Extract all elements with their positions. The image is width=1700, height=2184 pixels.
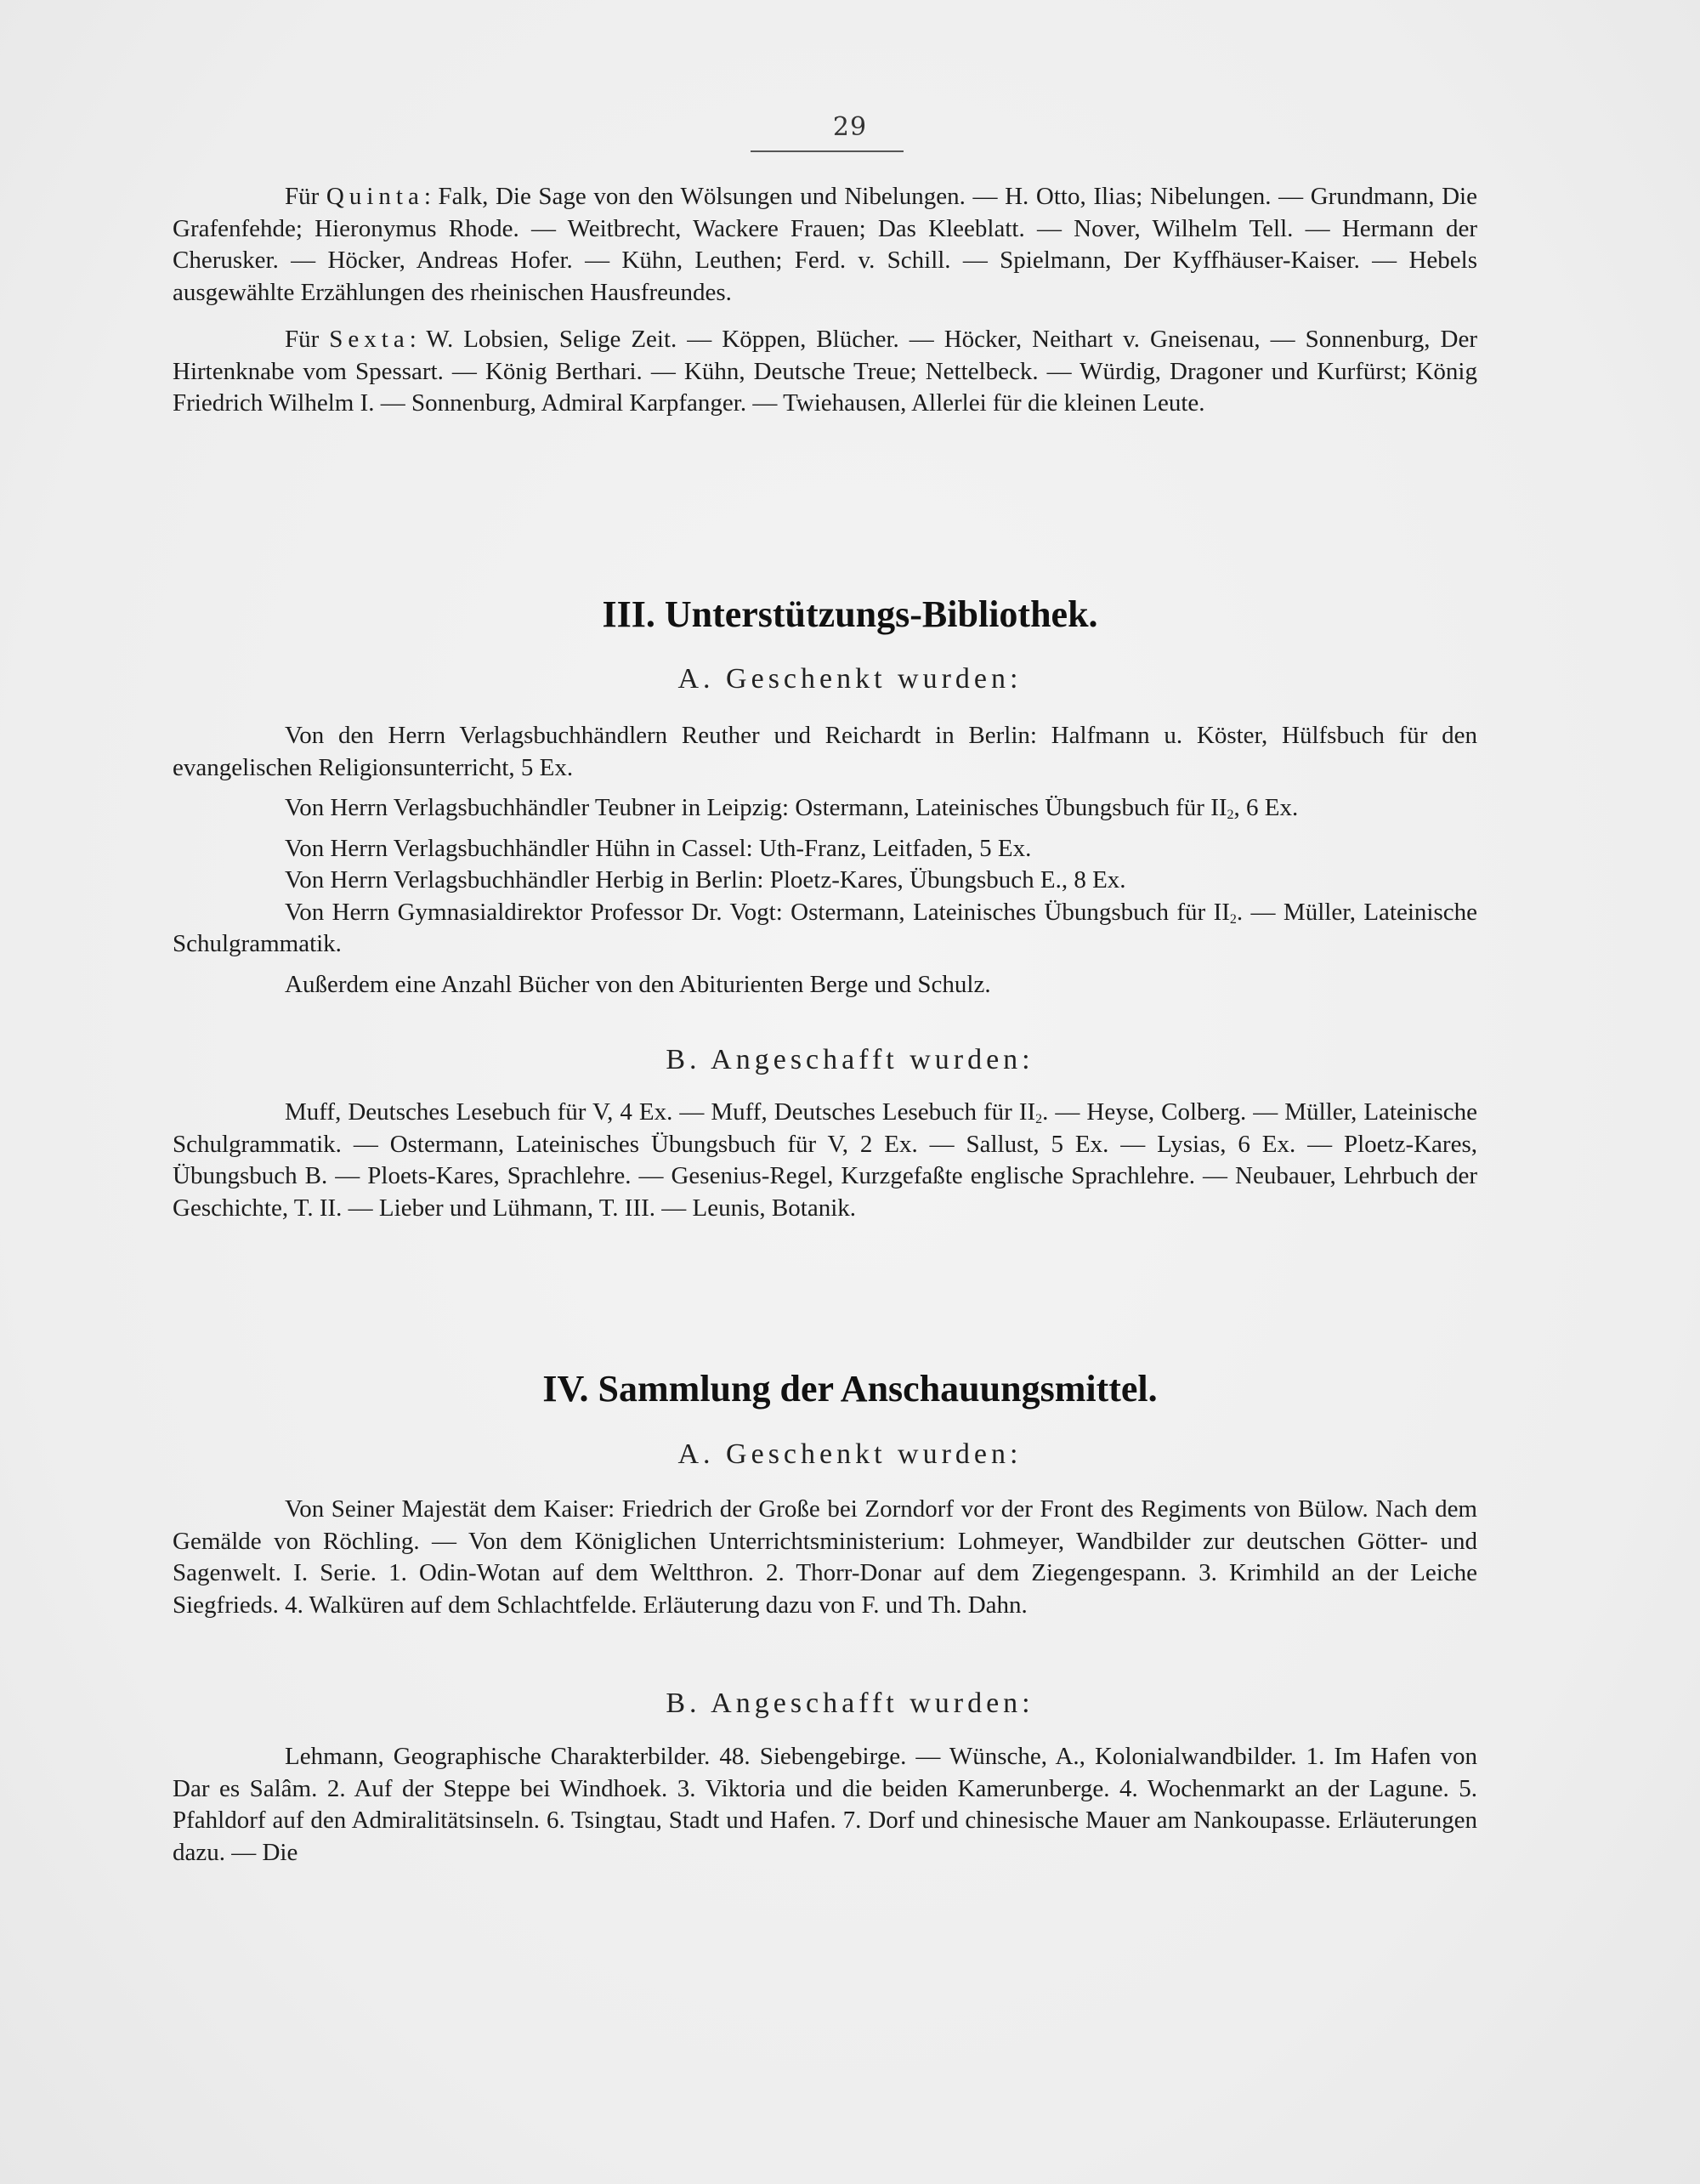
section-iv-angeschafft-body [173, 1741, 1477, 1869]
page-number: 29 [832, 112, 868, 142]
page-number-rule [751, 150, 904, 152]
donation-paragraph: Von den Herrn Verlagsbuchhändlern Reuther und Reichardt in Berlin: Halfmann u. Köster, Hülfsbuch für den evangelischen Religionsunterricht, 5 Ex. [173, 722, 1477, 781]
section-iii-geschenkt-body [173, 720, 1477, 1001]
quinta-text: : Falk, Die Sage von den Wölsungen und Nibelungen. — H. Otto, Ilias; Nibelungen. — Grundmann, Die Grafenfehde; Hieronymus Rhode. — Weitbrecht, Wackere Frauen; Das Kleeblatt. — Nover, Wilhelm Tell. — Hermann der Cherusker. — Höcker, Andreas Hofer. — Kühn, Leuthen; Ferd. v. Schill. — Spielmann, Der Kyffhäuser-Kaiser. — Hebels ausgewählte Erzählungen des rheinischen Hausfreundes. [173, 183, 1477, 306]
section-iv-geschenkt-body [173, 1494, 1477, 1621]
section-iii-angeschafft-body [173, 1097, 1477, 1224]
donation-paragraph: Von Herrn Gymnasialdirektor Professor Dr. Vogt: Ostermann, Lateinisches Übungsbuch für $II_2$. — Müller, Lateinische Schulgrammatik. [173, 898, 1477, 957]
section-iii-title: III. Unterstützungs-Bibliothek. [602, 593, 1098, 635]
section-iv-angeschafft-heading: B. Angeschafft wurden: [666, 1688, 1034, 1719]
donation-paragraph: Außerdem eine Anzahl Bücher von den Abiturienten Berge und Schulz. [285, 970, 991, 998]
purchase-paragraph: Lehmann, Geographische Charakterbilder. 48. Siebengebirge. — Wünsche, A., Kolonialwandbilder. 1. Im Hafen von Dar es Salâm. 2. Auf der Steppe bei Windhoek. 3. Viktoria und die beiden Kamerunberge. 4. Wochenmarkt an der Lagune. 5. Pfahldorf auf den Admiralitätsinseln. 6. Tsingtau, Stadt und Hafen. 7. Dorf und chinesische Mauer am Nankoupasse. Erläuterungen dazu. — Die [173, 1743, 1477, 1866]
donation-paragraph: Von Herrn Verlagsbuchhändler Hühn in Cassel: Uth-Franz, Leitfaden, 5 Ex. [285, 834, 1032, 862]
section-iv-title: IV. Sammlung der Anschauungsmittel. [542, 1368, 1158, 1410]
section-iv-geschenkt-heading: A. Geschenkt wurden: [677, 1438, 1023, 1470]
sexta-paragraph: Für Sexta: W. Lobsien, Selige Zeit. — Köppen, Blücher. — Höcker, Neithart v. Gneisenau, — Sonnenburg, Der Hirtenknabe vom Spessart. — König Berthari. — Kühn, Deutsche Treue; Nettelbeck. — Würdig, Dragoner und Kurfürst; König Friedrich Wilhelm I. — Sonnenburg, Admiral Karpfanger. — Twiehausen, Allerlei für die kleinen Leute. [173, 326, 1477, 417]
section-iii-angeschafft-heading: B. Angeschafft wurden: [666, 1044, 1034, 1075]
donation-paragraph: Von Herrn Verlagsbuchhändler Teubner in Leipzig: Ostermann, Lateinisches Übungsbuch für $II_2$, 6 Ex. [285, 794, 1299, 822]
sexta-label: Sexta [329, 326, 410, 353]
donation-paragraph: Von Seiner Majestät dem Kaiser: Friedrich der Große bei Zorndorf vor der Front des Regiments von Bülow. Nach dem Gemälde von Röchling. — Von dem Königlichen Unterrichtsministerium: Lohmeyer, Wandbilder zur deutschen Götter- und Sagenwelt. I. Serie. 1. Odin-Wotan auf dem Weltthron. 2. Thorr-Donar auf dem Ziegengespann. 3. Krimhild an der Leiche Siegfrieds. 4. Walküren auf dem Schlachtfelde. Erläuterung dazu von F. und Th. Dahn. [173, 1495, 1477, 1619]
quinta-label: Quinta [326, 183, 424, 210]
section-iii-geschenkt-heading: A. Geschenkt wurden: [677, 663, 1023, 695]
donation-paragraph: Von Herrn Verlagsbuchhändler Herbig in Berlin: Ploetz-Kares, Übungsbuch E., 8 Ex. [285, 866, 1126, 893]
quinta-paragraph: Für Quinta: Falk, Die Sage von den Wölsungen und Nibelungen. — H. Otto, Ilias; Nibelungen. — Grundmann, Die Grafenfehde; Hieronymus Rhode. — Weitbrecht, Wackere Frauen; Das Kleeblatt. — Nover, Wilhelm Tell. — Hermann der Cherusker. — Höcker, Andreas Hofer. — Kühn, Leuthen; Ferd. v. Schill. — Spielmann, Der Kyffhäuser-Kaiser. — Hebels ausgewählte Erzählungen des rheinischen Hausfreundes. [173, 183, 1477, 306]
purchase-paragraph: Muff, Deutsches Lesebuch für V, 4 Ex. — Muff, Deutsches Lesebuch für $II_2$. — Heyse, Colberg. — Müller, Lateinische Schulgrammatik. — Ostermann, Lateinisches Übungsbuch für V, 2 Ex. — Sallust, 5 Ex. — Lysias, 6 Ex. — Ploetz-Kares, Übungsbuch B. — Ploets-Kares, Sprachlehre. — Gesenius-Regel, Kurzgefaßte englische Sprachlehre. — Neubauer, Lehrbuch der Geschichte, T. II. — Lieber und Lühmann, T. III. — Leunis, Botanik. [173, 1098, 1477, 1222]
reading-list-continued [173, 181, 1477, 420]
sexta-text: : W. Lobsien, Selige Zeit. — Köppen, Blücher. — Höcker, Neithart v. Gneisenau, — Sonnenburg, Der Hirtenknabe vom Spessart. — König Berthari. — Kühn, Deutsche Treue; Nettelbeck. — Würdig, Dragoner und Kurfürst; König Friedrich Wilhelm I. — Sonnenburg, Admiral Karpfanger. — Twiehausen, Allerlei für die kleinen Leute. [173, 326, 1477, 417]
